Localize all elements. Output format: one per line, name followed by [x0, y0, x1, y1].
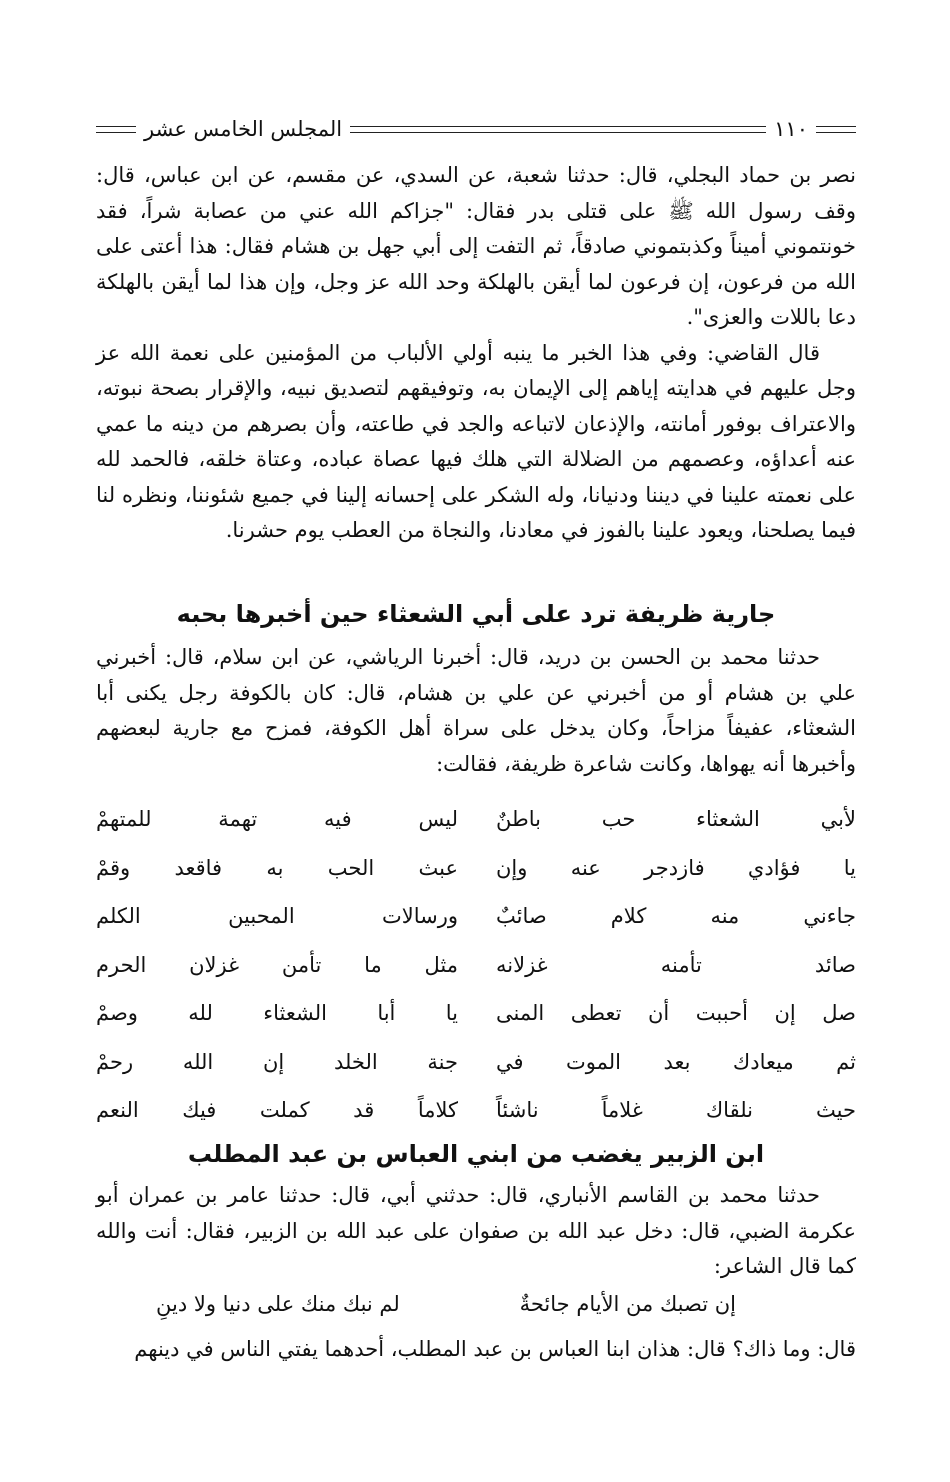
poem-hemistich-second: عبث الحب به فاقعد وقمْ — [96, 855, 458, 880]
hadith-paragraph: نصر بن حماد البجلي، قال: حدثنا شعبة، عن السدي، عن مقسم، عن ابن عباس، قال: وقف رسول الله ﷺ على قتلى بدر فقال: "جزاكم الله عني من عصابة شراً، فقد خونتموني أميناً وكذبتموني صادقاً، ثم التفت إلى أبي جهل بن هشام فقال: هذا أعتى على الله من فرعون، إن فرعون لما أيقن بالهلكة وحد الله عز وجل، وإن هذا لما أيقن بالهلكة دعا باللات والعزى". — [96, 163, 856, 329]
section2-text — [96, 1178, 856, 1285]
poem-line — [96, 1038, 856, 1087]
poem-hemistich-second: ليس فيه تهمة للمتهمْ — [96, 807, 458, 832]
poem-line — [96, 844, 856, 893]
top-text — [96, 158, 856, 549]
qadi-paragraph: قال القاضي: وفي هذا الخبر ما ينبه أولي الألباب من المؤمنين على نعمة الله عز وجل عليهم في هدايته إياهم إلى الإيمان به، وتوفيقهم لتصديق نبيه، والإقرار بصحة نبوته، والاعتراف بوفور أمانته، والإذعان لاتباعه والجد في طاعته، وأن بصرهم من دينه ما عمي عنه أعداؤه، وعصمهم من الضلالة التي هلك فيها عصاة عباده، وعتاة خلقه، فالحمد لله على نعمته علينا في ديننا ودنيانا، وله الشكر على إحسانه إلينا في جميع شئوننا، ونظره لنا فيما يصلحنا، ويعود علينا بالفوز في معادنا، والنجاة من العطب يوم حشرنا. — [96, 340, 856, 542]
poem-hemistich-first: يا فؤادي فازدجر عنه وإن — [496, 855, 856, 880]
poem-hemistich-second: جنة الخلد إن الله رحمْ — [96, 1049, 458, 1074]
chapter-title: المجلس الخامس عشر — [144, 117, 343, 141]
section-heading: ابن الزبير يغضب من ابني العباس بن عبد المطلب — [187, 1140, 765, 1168]
section1-text — [96, 640, 856, 782]
poem-hemistich-first: جاءني منه كلام صائبٌ — [496, 904, 856, 929]
poem-hemistich-second: مثل ما تأمن غزلان الحرم — [96, 952, 458, 977]
poem-hemistich-first: صل إن أحببت أن تعطى المنى — [496, 1001, 856, 1026]
poem-line — [96, 795, 856, 844]
header-rule-middle — [350, 126, 766, 133]
poem-hemistich-second: ورسالات المحبين الكلم — [96, 904, 458, 929]
poem-line — [96, 941, 856, 990]
section-heading: جارية ظريفة ترد على أبي الشعثاء حين أخبرها بحبه — [176, 600, 776, 628]
header-rule-left — [96, 126, 136, 133]
closing-text — [96, 1332, 856, 1368]
poem-line — [96, 1086, 856, 1135]
page-header — [96, 112, 856, 146]
poem — [96, 795, 856, 1135]
poem-hemistich-first: صائد تأمنه غزلانه — [496, 952, 856, 977]
verse-line — [96, 1292, 856, 1328]
verse-hemistich-second: لم نبك منك على دنيا ولا دينِ — [156, 1292, 400, 1316]
page-number: ١١٠ — [774, 117, 808, 141]
poem-line — [96, 892, 856, 941]
poem-hemistich-second: كلاماً قد كملت فيك النعم — [96, 1098, 458, 1123]
poem-hemistich-first: ثم ميعادك بعد الموت في — [496, 1049, 856, 1074]
section2-paragraph: حدثنا محمد بن القاسم الأنباري، قال: حدثني أبي، قال: حدثنا عامر بن عمران أبو عكرمة الضبي، قال: دخل عبد الله بن صفوان على عبد الله بن الزبير، فقال: أنت والله كما قال الشاعر: — [96, 1183, 856, 1278]
closing-paragraph: قال: وما ذاك؟ قال: هذان ابنا العباس بن عبد المطلب، أحدهما يفتي الناس في دينهم — [134, 1337, 856, 1361]
poem-line — [96, 989, 856, 1038]
verse-hemistich-first: إن تصبك من الأيام جائحةٌ — [519, 1292, 736, 1316]
poem-hemistich-first: حيث نلقاك غلاماً ناشئاً — [496, 1098, 856, 1123]
poem-hemistich-first: لأبي الشعثاء حب باطنٌ — [496, 807, 856, 832]
header-rule-right — [816, 126, 856, 133]
section1-paragraph: حدثنا محمد بن الحسن بن دريد، قال: أخبرنا الرياشي، عن ابن سلام، قال: أخبرني علي بن هشام أو من أخبرني عن علي بن هشام، قال: كان بالكوفة رجل يكنى أبا الشعثاء، عفيفاً مزاحاً، وكان يدخل على سراة أهل الكوفة، فمزح مع جارية لبعضهم وأخبرها أنه يهواها، وكانت شاعرة ظريفة، فقالت: — [96, 645, 856, 776]
poem-hemistich-second: يا أبا الشعثاء لله وصمْ — [96, 1001, 458, 1026]
